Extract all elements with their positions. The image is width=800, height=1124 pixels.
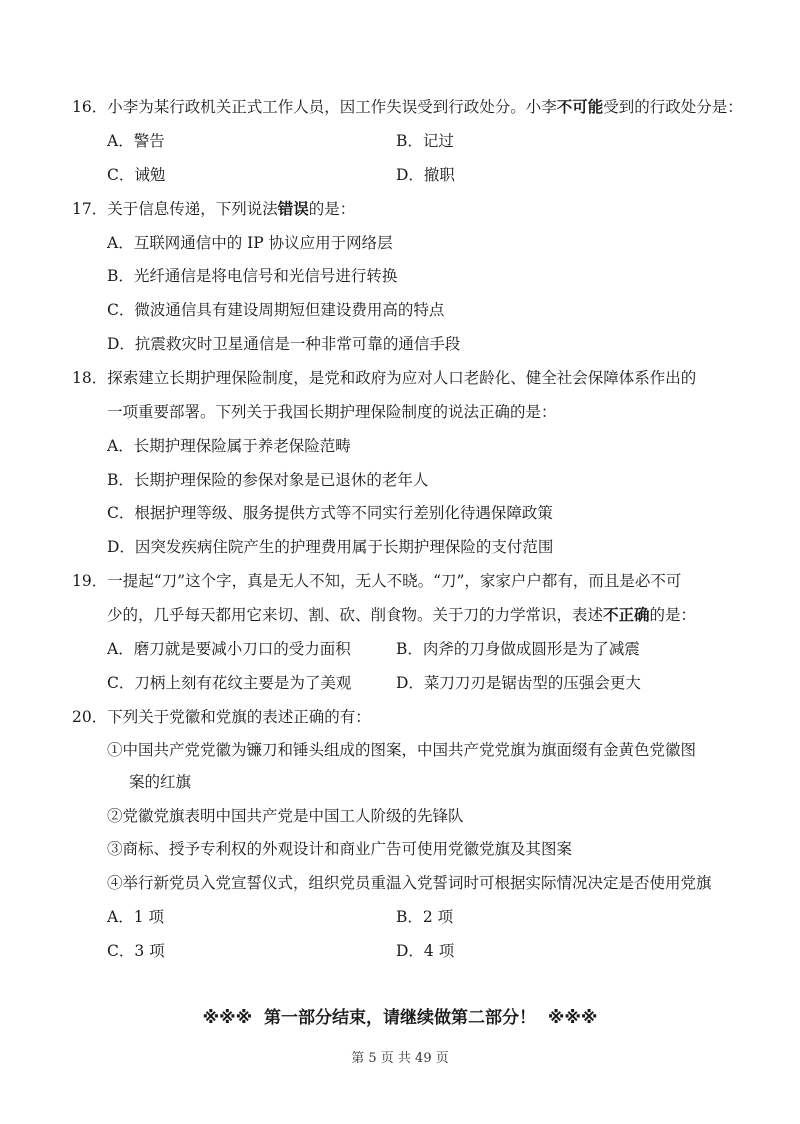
q19-option-c: C．刀柄上刻有花纹主要是为了美观 xyxy=(107,674,352,692)
q20-option-d: D．4 项 xyxy=(396,942,455,960)
q17-option-d: D．抗震救灾时卫星通信是一种非常可靠的通信手段 xyxy=(107,335,461,353)
q17-option-a: A．互联网通信中的 IP 协议应用于网络层 xyxy=(107,234,393,252)
section-end-note: ※※※ 第一部分结束，请继续做第二部分！ ※※※ xyxy=(202,1008,598,1028)
question-18-stem-cont: 一项重要部署。下列关于我国长期护理保险制度的说法正确的是： xyxy=(107,403,557,421)
q20-statement-4: ④举行新党员入党宣誓仪式，组织党员重温入党誓词时可根据实际情况决定是否使用党旗 xyxy=(107,874,712,892)
q18-option-a: A．长期护理保险属于养老保险范畴 xyxy=(107,437,351,455)
q20-option-a: A．1 项 xyxy=(107,908,164,926)
q16-option-d: D．撤职 xyxy=(396,166,455,184)
q20-statement-3: ③商标、授予专利权的外观设计和商业广告可使用党徽党旗及其图案 xyxy=(107,840,573,858)
emphasis-text: 错误 xyxy=(277,199,309,218)
question-17-stem: 17．关于信息传递，下列说法错误的是： xyxy=(72,199,356,218)
q20-statement-2: ②党徽党旗表明中国共产党是中国工人阶级的先锋队 xyxy=(107,807,464,825)
question-16-stem: 16．小李为某行政机关正式工作人员，因工作失误受到行政处分。小李不可能受到的行政处分是： xyxy=(72,97,743,116)
q17-option-b: B．光纤通信是将电信号和光信号进行转换 xyxy=(107,267,398,285)
question-19-stem-cont: 少的，几乎每天都用它来切、割、砍、削食物。关于刀的力学常识，表述不正确的是： xyxy=(107,605,697,624)
question-18-stem: 18．探索建立长期护理保险制度，是党和政府为应对人口老龄化、健全社会保障体系作出的 xyxy=(72,369,697,387)
q18-option-b: B．长期护理保险的参保对象是已退休的老年人 xyxy=(107,471,429,489)
q20-option-c: C．3 项 xyxy=(107,942,165,960)
q18-option-d: D．因突发疾病住院产生的护理费用属于长期护理保险的支付范围 xyxy=(107,538,554,556)
q18-option-c: C．根据护理等级、服务提供方式等不同实行差别化待遇保障政策 xyxy=(107,504,553,522)
q19-option-d: D．菜刀刀刃是锯齿型的压强会更大 xyxy=(396,674,641,692)
q20-statement-1-cont: 案的红旗 xyxy=(129,773,192,791)
q19-option-a: A．磨刀就是要减小刀口的受力面积 xyxy=(107,640,351,658)
emphasis-text: 不正确 xyxy=(603,605,650,624)
question-20-stem: 20．下列关于党徽和党旗的表述正确的有： xyxy=(72,708,371,726)
q20-statement-1: ①中国共产党党徽为镰刀和锤头组成的图案，中国共产党党旗为旗面缀有金黄色党徽图 xyxy=(107,741,697,759)
q16-option-a: A．警告 xyxy=(107,132,165,150)
q17-option-c: C．微波通信具有建设周期短但建设费用高的特点 xyxy=(107,301,445,319)
question-19-stem: 19．一提起“刀”这个字，真是无人不知，无人不晓。“刀”，家家户户都有，而且是必不可 xyxy=(72,572,682,590)
q19-option-b: B．肉斧的刀身做成圆形是为了减震 xyxy=(396,640,640,658)
q16-option-b: B．记过 xyxy=(396,132,454,150)
q16-option-c: C．诫勉 xyxy=(107,166,166,184)
q20-option-b: B．2 项 xyxy=(396,908,454,926)
page-number: 第 5 页 共 49 页 xyxy=(351,1051,449,1066)
emphasis-text: 不可能 xyxy=(556,97,604,116)
